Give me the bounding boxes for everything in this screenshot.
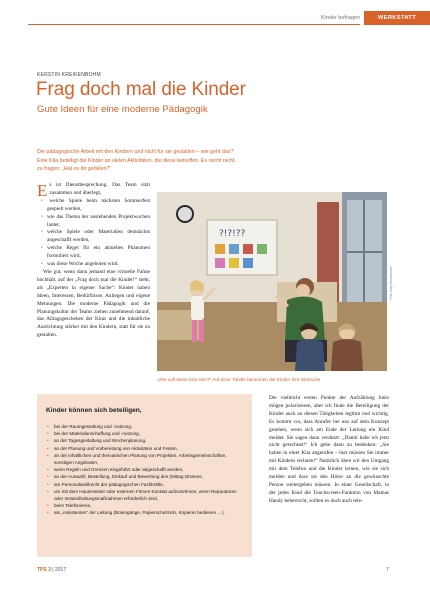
photo-credit: Foto: Anja Neuhaus/om	[389, 266, 393, 300]
body-paragraph: Wie gut, wenn dann jemand eine virtuelle Fahne hochhält, auf der „Frag doch mal die Kinder!“ steht, als „Experten in eigener Sache“: Kinder haben Ideen, Interessen, Bedürfnisse, Anliegen und eigene Meinungen. Die moderne Pädagogik und die Planungskultur der Teams ziehen zunehmend darauf, das Alltagsgeschehen der Kitas und die inhaltliche Ausrichtung stärker mit den Kindern, statt für sie zu gestalten.	[37, 268, 150, 339]
list-item: • bei der Materialanschaffung und -nutzung,	[46, 430, 246, 437]
article-title: Frag doch mal die Kinder	[36, 79, 246, 100]
list-item: • an der Tagesgestaltung und Wochenplanung,	[46, 437, 246, 444]
list-item: • wie das Thema der anstehenden Projektwochen lautet,	[43, 214, 150, 230]
list-item: • beim Telefonieren,	[46, 502, 246, 509]
photo-caption: „Wie soll deine Kita sein?“ Auf einer Tafelle benennen die Kinder ihre Wünsche	[157, 377, 321, 382]
list-item: • an der Auswahl, Bestellung, Einkauf und Bewertung des (Mittag-)Essens,	[46, 473, 246, 480]
list-item: • wenn Regeln und Grenzen eingeführt oder abgeschafft werden,	[46, 466, 246, 473]
header-rule	[28, 24, 360, 25]
info-box-list	[46, 423, 246, 517]
body-column-right	[269, 395, 389, 506]
article-intro	[37, 148, 407, 174]
list-item: • am Personalwahlrecht der pädagogischen Fachkräfte,	[46, 481, 246, 488]
info-box-title: Kinder können sich beteiligen,	[46, 407, 142, 414]
author-byline: KERSTIN KREIKENBOHM	[37, 72, 101, 78]
classroom-photo	[157, 192, 387, 371]
drop-cap: E	[37, 181, 48, 200]
list-item: • an der inhaltlichen und thematischen Planung von Projekten, Arbeitsgemeinschaften, sonstigen Angeboten,	[46, 452, 246, 466]
info-box	[37, 394, 252, 557]
journal-name: TPS 3	[37, 567, 51, 573]
list-item: • als „Assistenten“ der Leitung (Botengänge, Papierschnitzeln, Kopierer bedienen …).	[46, 509, 246, 516]
list-item: • bei der Raumgestaltung und -nutzung,	[46, 423, 246, 430]
section-label: Kinder befragen	[320, 15, 360, 21]
list-item: • an der Planung und Vorbereitung von Aktivitäten und Festen,	[46, 445, 246, 452]
category-badge: WERKSTATT	[364, 11, 430, 25]
page-footer	[37, 567, 66, 573]
list-item: • um mit dem Hausmeister oder externen Firmen Kontakt aufzunehmen, wenn Reparaturen oder Instandhaltungsmaßnahmen erforderlich sind,	[46, 488, 246, 502]
intro-line: Die pädagogische Arbeit mit den Kindern und nicht für sie gestalten – wie geht das?	[37, 149, 234, 155]
intro-line: zu fragen: „Hat es dir gefallen?“	[37, 166, 112, 173]
article-subtitle: Gute Ideen für eine moderne Pädagogik	[37, 104, 208, 115]
board-text: ?!?!??	[219, 229, 246, 239]
list-item: • welche Spiele oder Materialien demnächst angeschafft werden,	[43, 229, 150, 245]
lead-text: s ist Dienstbesprechung. Das Team sitzt zusammen und überlegt,	[49, 182, 150, 196]
body-column-left	[37, 182, 150, 340]
list-item: • welche Regel für ein aktuelles Phänomen formuliert wird,	[43, 245, 150, 261]
article-photo	[157, 192, 387, 371]
page-header	[0, 11, 430, 25]
list-item: • welche Spiele beim nächsten Sommerfest gespielt werden,	[43, 198, 150, 214]
intro-line: Eine Kita beteiligt die Kinder an vielen Aktivitäten, die diese betreffen. Es reicht nicht,	[37, 157, 236, 164]
page-number: 7	[386, 567, 389, 573]
journal-year: | 2017	[52, 567, 67, 573]
body-paragraph: Die vielleicht ersten Punkte der Aufzählung links mögen polarisieren, aber ich finde die Beteiligung der Kinder auch an diesen Tätigkeiten legitim und wichtig. Es kommt vor, dass Anrufer bei uns auf dem Konzept gesehen, wenn sich am Ende der Leitung ein Kind meldet. Sie sagen dann verdutzt: „Damit habe ich jetzt nicht gerechnet!“ Ich gebe dann zu bedenken: „Sie haben in einer Kita angerufen – hier müssen Sie immer mit Kindern rechnen!“ Natürlich üben wir den Umgang mit dem Telefon und die Kinder lernen, wie sie sich melden und dass sie den Hörer an die gewünschte Person weitergeben müssen. In einer Gesellschaft, in der jedes Kind die Touchscreen-Funktion von Mamas Handy beherrscht, sollten es doch auch tele-	[269, 395, 389, 504]
bullet-list	[37, 198, 150, 269]
list-item: • was diese Woche angeboten wird.	[43, 261, 150, 269]
